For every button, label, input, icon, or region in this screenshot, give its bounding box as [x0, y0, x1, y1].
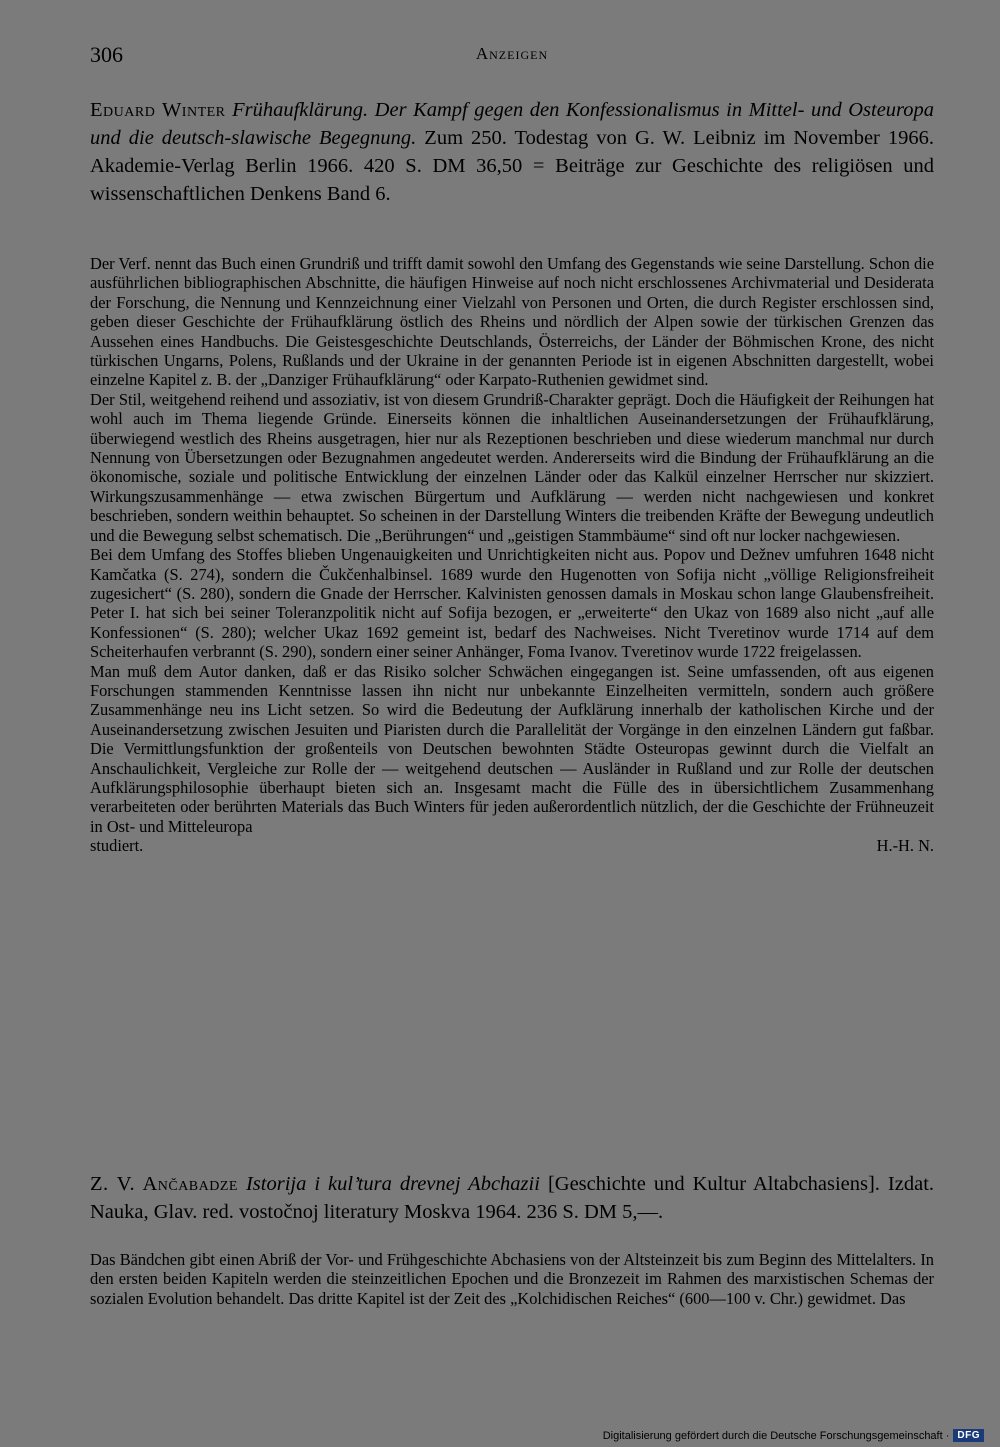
review-2-body: [90, 1250, 934, 1308]
review-1-title: Frühaufklärung. Der Kampf gegen den Konfessionalismus in Mittel- und Osteuropa und die deutsch-slawische Begegnung.: [90, 99, 935, 149]
dfg-logo: DFG: [953, 1429, 984, 1442]
review-1-paragraph: Bei dem Umfang des Stoffes blieben Ungenauigkeiten und Unrichtigkeiten nicht aus. Popov und Dežnev umfuhren 1648 nicht Kamčatka (S. 274), sondern die Čukčenhalbinsel. 1689 wurde den Hugenotten von Sofija nicht „völlige Religionsfreiheit zugesichert“ (S. 280), sondern die Gnade der Herrscher. Kalvinisten genossen damals in Moskau schon lange Glaubensfreiheit. Peter I. hat sich bei seiner Toleranzpolitik nicht auf Sofija bezogen, er „erweiterte“ den Ukaz von 1689 also nicht „auf alle Konfessionen“ (S. 280); welcher Ukaz 1692 gemeint ist, bedarf des Nachweises. Nicht Tveretinov wurde 1714 auf dem Scheiterhaufen verbrannt (S. 290), sondern einer seiner Anhänger, Foma Ivanov. Tveretinov wurde 1722 freigelassen.: [90, 545, 934, 662]
review-1-last-line: studiert.: [90, 836, 144, 856]
review-1-author: Eduard Winter: [90, 99, 226, 121]
digitization-credit: [603, 1429, 984, 1442]
review-1-closing: [90, 836, 934, 855]
review-1-citation: [90, 96, 934, 208]
reviewer-signature: H.-H. N.: [876, 836, 934, 856]
review-1-paragraph: Der Verf. nennt das Buch einen Grundriß und trifft damit sowohl den Umfang des Gegenstands wie seine Darstellung. Schon die ausführlichen bibliographischen Abschnitte, die häufigen Hinweise auf noch nicht erschlossenes Archivmaterial und Desiderata der Forschung, die Nennung und Kennzeichnung einer Vielzahl von Personen und Orten, die durch Register erschlossen sind, geben dieser Geschichte der Frühaufklärung östlich des Rheins und nördlich der Alpen sowie der türkischen Grenzen das Aussehen eines Handbuchs. Die Geistesgeschichte Deutschlands, Österreichs, der Länder der Böhmischen Krone, des nicht türkischen Ungarns, Polens, Rußlands und der Ukraine in der genannten Periode ist in eigenen Abschnitten dargestellt, wobei einzelne Kapitel z. B. der „Danziger Frühaufklärung“ oder Karpato-Ruthenien gewidmet sind.: [90, 254, 934, 390]
review-1-body: [90, 254, 934, 856]
review-1-paragraph: Man muß dem Autor danken, daß er das Risiko solcher Schwächen eingegangen ist. Seine umfassenden, oft aus eigenen Forschungen stammenden Kenntnisse lassen ihn nicht nur unbekannte Einzelheiten vermitteln, sondern auch größere Zusammenhänge neu ins Licht setzen. So wird die Bedeutung der Aufklärung innerhalb der katholischen Kirche und der Auseinandersetzung zwischen Jesuiten und Piaristen durch die Parallelität der Vorgänge in den einzelnen Ländern gut faßbar. Die Vermittlungsfunktion der großenteils von Deutschen bewohnten Städte Osteuropas gewinnt durch die Vielfalt an Anschaulichkeit, Vergleiche zur Rolle der — weitgehend deutschen — Ausländer in Rußland und zur Rolle der deutschen Aufklärungsphilosophie überhaupt bieten sich an. Insgesamt macht die Fülle des in übersichtlichem Zusammenhang verarbeiteten oder berührten Materials das Buch Winters für jeden außerordentlich nützlich, der die Geschichte der Frühneuzeit in Ost- und Mitteleuropa: [90, 661, 934, 836]
credit-text: Digitalisierung gefördert durch die Deutsche Forschungsgemeinschaft ·: [602, 1429, 950, 1442]
review-1-paragraph: Der Stil, weitgehend reihend und assoziativ, ist von diesem Grundriß-Charakter geprägt. Doch die Häufigkeit der Reihungen hat wohl auch im Thema liegende Gründe. Einerseits können die inhaltlichen Auseinandersetzungen der Frühaufklärung, überwiegend westlich des Rheins ausgetragen, hier nur als Rezeptionen beschrieben und diese wiederum manchmal nur durch Nennung von Übersetzungen oder Bezugnahmen angedeutet werden. Andererseits wird die Bindung der Frühaufklärung an die ökonomische, soziale und politische Entwicklung der einzelnen Länder oder das Kalkül einzelner Herrscher nur skizziert. Wirkungszusammenhänge — etwa zwischen Bürgertum und Aufklärung — werden nicht nachgewiesen und konkret beschrieben, sondern weithin behauptet. So scheinen in der Darstellung Winters die treibenden Kräfte der Bewegung undeutlich und die Bewegung selbst schematisch. Die „Berührungen“ und „geistigen Stammbäume“ sind oft nur locker nachgewiesen.: [90, 389, 934, 545]
page-number: 306: [90, 42, 123, 67]
review-2-citation: [90, 1170, 934, 1226]
review-2-paragraph: Das Bändchen gibt einen Abriß der Vor- und Frühgeschichte Abchasiens von der Altsteinzeit bis zum Beginn des Mittelalters. In den ersten beiden Kapiteln werden die steinzeitlichen Epochen und die Bronzezeit im Rahmen des marxistischen Schemas der sozialen Evolution behandelt. Das dritte Kapitel ist der Zeit des „Kolchidischen Reiches“ (600—100 v. Chr.) gewidmet. Das: [90, 1250, 934, 1308]
review-1-details: Zum 250. Todestag von G. W. Leibniz im November 1966. Akademie-Verlag Berlin 1966. 420 S. DM 36,50 = Beiträge zur Geschichte des religiösen und wissenschaftlichen Denkens Band 6.: [90, 127, 934, 205]
review-2-author: Z. V. Ančabadze: [90, 1173, 238, 1195]
running-title: Anzeigen: [475, 44, 549, 63]
review-2-title: Istorija i kul’tura drevnej Abchazii: [245, 1173, 540, 1195]
page-header: [90, 42, 934, 72]
review-2-details: [Geschichte und Kultur Altabchasiens]. Izdat. Nauka, Glav. red. vostočnoj literatury Moskva 1964. 236 S. DM 5,—.: [90, 1173, 935, 1223]
